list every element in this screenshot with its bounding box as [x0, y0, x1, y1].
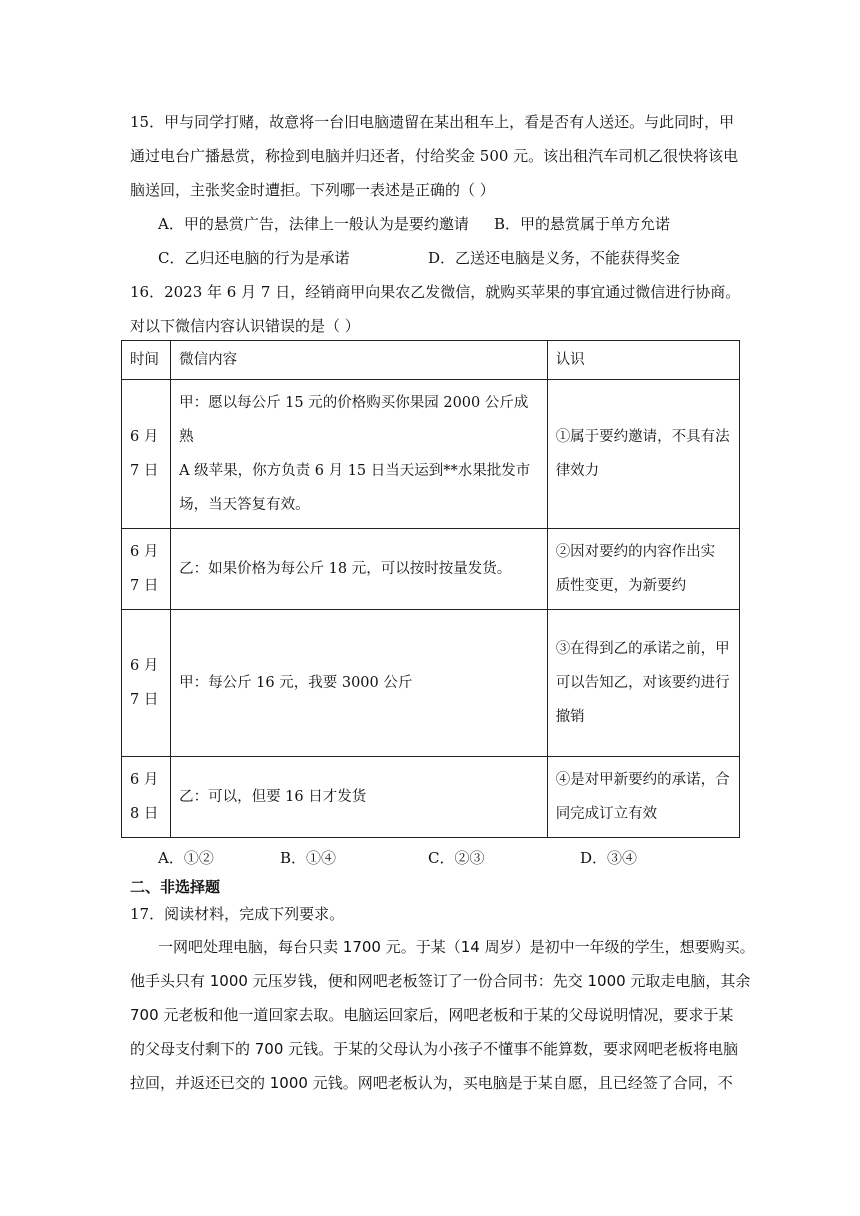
table-header-row [122, 341, 740, 380]
q15-line-2: 通过电台广播悬赏，称捡到电脑并归还者，付给奖金 500 元。该出租汽车司机乙很快将该电 [130, 147, 739, 165]
row2-note: ②因对要约的内容作出实 质性变更，为新要约 [547, 529, 739, 610]
row4-time: 6 月 8 日 [122, 757, 171, 838]
q17-para-line: 的父母支付剩下的 700 元钱。于某的父母认为小孩子不懂事不能算数，要求网吧老板将电脑 [130, 1040, 739, 1058]
q17-para-line: 拉回，并返还已交的 1000 元钱。网吧老板认为，买电脑是于某自愿，且已经签了合同，不 [130, 1074, 733, 1092]
row2-content: 乙：如果价格为每公斤 18 元，可以按时按量发货。 [171, 529, 548, 610]
table-row [122, 757, 740, 838]
section-title: 二、非选择题 [130, 878, 221, 896]
q16-option-a: A．①② [158, 849, 214, 867]
q17-stem: 17．阅读材料，完成下列要求。 [130, 905, 345, 923]
table-row [122, 380, 740, 529]
header-content: 微信内容 [171, 341, 548, 380]
q16-option-b: B．①④ [280, 849, 337, 867]
row4-note: ④是对甲新要约的承诺，合 同完成订立有效 [547, 757, 739, 838]
row3-time: 6 月 7 日 [122, 610, 171, 757]
row1-time: 6 月 7 日 [122, 380, 171, 529]
q16-option-c: C．②③ [428, 849, 485, 867]
q15-option-c: C．乙归还电脑的行为是承诺 [158, 249, 350, 267]
table-row [122, 610, 740, 757]
q16-line-2: 对以下微信内容认识错误的是（ ） [130, 317, 360, 335]
row1-content: 甲：愿以每公斤 15 元的价格购买你果园 2000 公斤成熟 A 级苹果，你方负责 6 月 15 日当天运到**水果批发市 场，当天答复有效。 [171, 380, 548, 529]
header-time: 时间 [122, 341, 171, 380]
header-note: 认识 [547, 341, 739, 380]
q16-line-1: 16．2023 年 6 月 7 日，经销商甲向果农乙发微信，就购买苹果的事宜通过微信进行协商。 [130, 283, 741, 301]
q15-option-b: B．甲的悬赏属于单方允诺 [494, 215, 671, 233]
row3-content: 甲：每公斤 16 元，我要 3000 公斤 [171, 610, 548, 757]
row3-note: ③在得到乙的承诺之前，甲 可以告知乙，对该要约进行 撤销 [547, 610, 739, 757]
q17-para-line: 700 元老板和他一道回家去取。电脑运回家后，网吧老板和于某的父母说明情况，要求于某 [130, 1006, 734, 1024]
q17-para-line: 他手头只有 1000 元压岁钱，便和网吧老板签订了一份合同书：先交 1000 元取走电脑，其余 [130, 972, 751, 990]
table-row [122, 529, 740, 610]
wechat-table [121, 340, 740, 838]
row1-note: ①属于要约邀请，不具有法 律效力 [547, 380, 739, 529]
q15-line-3: 脑送回，主张奖金时遭拒。下列哪一表述是正确的（ ） [130, 181, 495, 199]
q15-line-1: 15．甲与同学打赌，故意将一台旧电脑遗留在某出租车上，看是否有人送还。与此同时，甲 [130, 113, 735, 131]
q17-para-line: 一网吧处理电脑，每台只卖 1700 元。于某（14 周岁）是初中一年级的学生，想要购买。 [158, 938, 755, 956]
q15-option-d: D．乙送还电脑是义务，不能获得奖金 [428, 249, 681, 267]
q16-option-d: D．③④ [580, 849, 638, 867]
row4-content: 乙：可以，但要 16 日才发货 [171, 757, 548, 838]
q15-option-a: A．甲的悬赏广告，法律上一般认为是要约邀请 [158, 215, 469, 233]
row2-time: 6 月 7 日 [122, 529, 171, 610]
q17-material [130, 930, 755, 1100]
